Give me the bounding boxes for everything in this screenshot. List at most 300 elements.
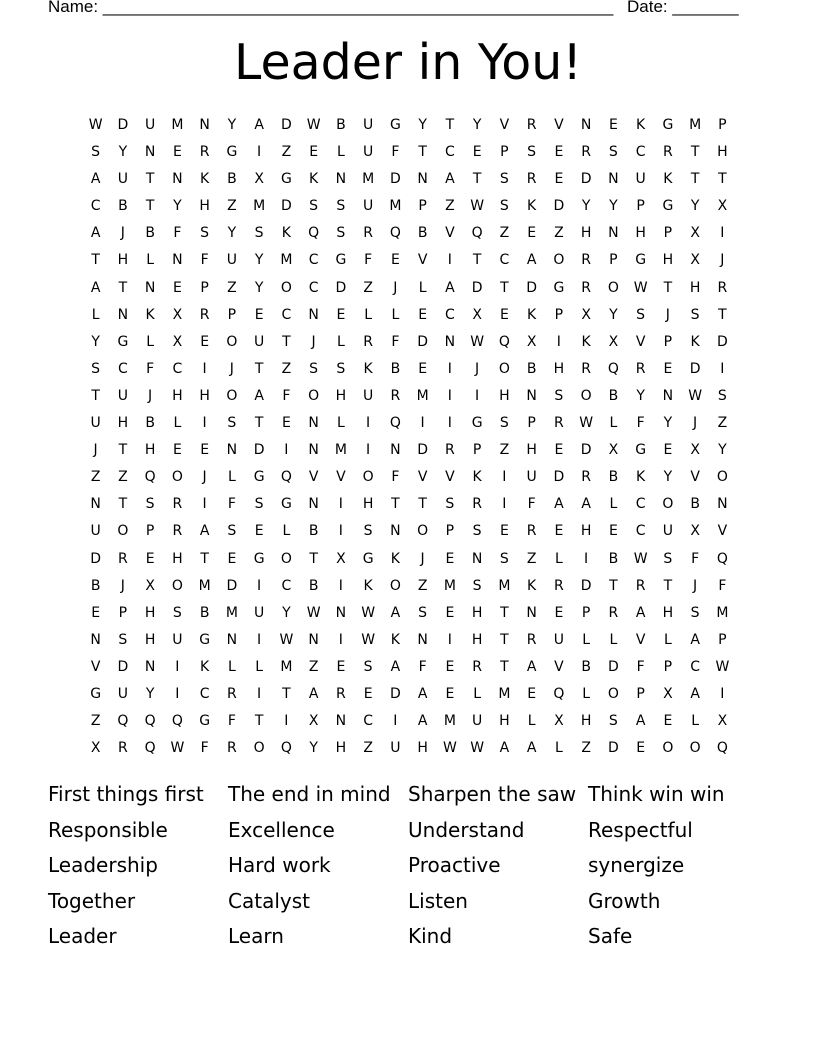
grid-letter: F	[391, 144, 400, 161]
grid-letter: S	[336, 225, 346, 242]
grid-letter: R	[663, 144, 673, 161]
grid-letter: H	[580, 523, 592, 540]
grid-letter: C	[499, 252, 510, 269]
grid-letter: G	[226, 144, 238, 161]
grid-letter: N	[717, 496, 728, 513]
grid-letter: L	[418, 279, 427, 296]
grid-letter: R	[526, 631, 537, 648]
grid-letter: L	[582, 685, 591, 702]
word-list-item: The end in mind	[228, 782, 391, 806]
grid-letter: M	[280, 252, 293, 269]
grid-letter: Z	[499, 225, 510, 242]
grid-letter: M	[498, 577, 511, 594]
grid-letter: Q	[280, 740, 292, 757]
grid-letter: L	[609, 415, 618, 432]
grid-letter: K	[527, 198, 537, 215]
word-list-item: Growth	[588, 888, 661, 913]
grid-letter: L	[146, 333, 155, 350]
grid-letter: W	[361, 631, 376, 648]
grid-letter: T	[282, 333, 291, 350]
grid-letter: D	[471, 279, 483, 296]
grid-letter: Q	[716, 550, 728, 567]
grid-letter: T	[118, 442, 128, 459]
grid-letter: G	[662, 117, 674, 133]
grid-letter: I	[475, 387, 480, 404]
grid-letter: F	[173, 225, 182, 242]
grid-letter: Y	[91, 333, 100, 350]
grid-letter: C	[635, 496, 646, 513]
grid-letter: S	[309, 198, 319, 215]
grid-letter: N	[471, 550, 483, 567]
grid-letter: E	[445, 604, 455, 621]
grid-letter: L	[554, 550, 563, 567]
grid-letter: R	[172, 523, 183, 540]
grid-letter: N	[608, 171, 619, 188]
grid-letter: S	[472, 523, 482, 540]
grid-letter: L	[527, 713, 536, 730]
grid-letter: S	[527, 144, 537, 161]
grid-letter: T	[663, 577, 673, 594]
grid-letter: H	[144, 604, 156, 621]
grid-letter: R	[635, 360, 646, 377]
grid-letter: U	[90, 415, 101, 432]
word-list-item: Together	[48, 888, 136, 913]
grid-letter: Y	[581, 198, 591, 215]
grid-letter: Y	[609, 198, 618, 215]
grid-letter: D	[417, 442, 429, 459]
grid-letter: F	[636, 658, 645, 675]
grid-letter: D	[389, 685, 401, 702]
word-list-item: Proactive	[408, 853, 501, 877]
grid-letter: M	[416, 387, 429, 404]
grid-letter: R	[526, 523, 537, 540]
grid-letter: T	[254, 415, 264, 432]
grid-letter: A	[199, 523, 210, 540]
word-list-item: Catalyst	[228, 888, 310, 913]
grid-letter: S	[254, 225, 264, 242]
grid-letter: O	[607, 685, 619, 702]
grid-letter: N	[390, 442, 401, 459]
grid-letter: T	[500, 658, 509, 675]
grid-letter: A	[308, 685, 319, 702]
grid-letter: R	[472, 496, 482, 513]
grid-letter: S	[91, 144, 101, 161]
grid-letter: E	[527, 225, 537, 242]
grid-letter: R	[472, 658, 482, 675]
grid-letter: I	[175, 685, 180, 702]
grid-letter: G	[635, 252, 647, 269]
word-list-item: First things first	[48, 782, 204, 806]
grid-letter: N	[580, 117, 592, 133]
grid-letter: J	[475, 360, 480, 377]
grid-letter: F	[200, 252, 209, 269]
grid-letter: U	[117, 685, 128, 702]
grid-letter: A	[635, 713, 646, 730]
grid-letter: S	[145, 496, 155, 513]
grid-letter: X	[145, 577, 155, 594]
grid-letter: H	[635, 225, 646, 242]
grid-letter: M	[498, 685, 511, 702]
grid-letter: L	[91, 306, 100, 323]
grid-letter: K	[363, 577, 373, 594]
grid-letter: Z	[581, 740, 591, 757]
grid-letter: E	[145, 550, 155, 567]
grid-letter: A	[445, 279, 455, 296]
grid-letter: S	[336, 360, 346, 377]
grid-letter: S	[608, 713, 618, 730]
grid-letter: E	[309, 144, 319, 161]
grid-letter: V	[308, 469, 319, 486]
grid-letter: S	[663, 550, 673, 567]
grid-letter: B	[581, 658, 591, 675]
grid-letter: C	[117, 360, 128, 377]
grid-letter: P	[145, 523, 155, 540]
grid-letter: E	[200, 442, 210, 459]
grid-letter: K	[663, 171, 673, 188]
grid-letter: L	[227, 658, 236, 675]
grid-letter: T	[118, 279, 128, 296]
grid-letter: D	[716, 333, 728, 350]
grid-letter: S	[499, 171, 509, 188]
grid-letter: X	[254, 171, 264, 188]
grid-letter: F	[227, 496, 236, 513]
grid-letter: W	[88, 117, 103, 133]
name-field: Name: ______________________________________________________	[48, 0, 614, 16]
grid-letter: X	[472, 306, 482, 323]
grid-letter: I	[447, 415, 452, 432]
grid-letter: D	[689, 360, 701, 377]
grid-letter: Q	[716, 740, 728, 757]
grid-letter: X	[554, 713, 564, 730]
word-list-item: Think win win	[588, 782, 725, 806]
grid-letter: X	[717, 198, 728, 215]
grid-letter: B	[90, 577, 101, 594]
word-list-item: Leadership	[48, 853, 158, 877]
grid-letter: D	[90, 550, 102, 567]
grid-letter: R	[635, 577, 646, 594]
grid-letter: H	[335, 387, 347, 404]
grid-letter: P	[636, 198, 645, 215]
grid-letter: U	[635, 171, 646, 188]
grid-letter: H	[471, 604, 483, 621]
grid-letter: S	[608, 144, 618, 161]
grid-letter: M	[389, 198, 402, 215]
grid-letter: K	[309, 171, 319, 188]
grid-letter: A	[690, 685, 700, 702]
grid-letter: T	[690, 171, 700, 188]
grid-letter: C	[308, 279, 319, 296]
grid-letter: C	[308, 252, 319, 269]
grid-letter: I	[366, 415, 371, 432]
grid-letter: N	[308, 631, 319, 648]
grid-letter: S	[445, 496, 455, 513]
grid-letter: E	[254, 523, 264, 540]
grid-letter: N	[117, 306, 129, 323]
grid-letter: D	[280, 198, 292, 215]
grid-letter: E	[554, 523, 564, 540]
grid-letter: A	[390, 658, 401, 675]
grid-letter: M	[334, 442, 347, 459]
grid-letter: P	[118, 604, 128, 621]
grid-letter: C	[363, 713, 374, 730]
grid-letter: L	[336, 415, 345, 432]
grid-letter: H	[499, 713, 510, 730]
grid-letter: L	[146, 252, 155, 269]
grid-letter: B	[118, 198, 128, 215]
grid-letter: A	[499, 740, 510, 757]
grid-letter: O	[226, 387, 238, 404]
grid-letter: L	[691, 713, 700, 730]
grid-letter: E	[608, 523, 618, 540]
grid-letter: T	[309, 550, 318, 567]
grid-letter: M	[253, 198, 266, 215]
grid-letter: T	[690, 144, 700, 161]
grid-letter: T	[445, 117, 455, 133]
grid-letter: O	[253, 740, 265, 757]
grid-letter: Z	[281, 360, 292, 377]
grid-letter: T	[91, 387, 100, 404]
grid-letter: R	[581, 360, 591, 377]
grid-letter: A	[554, 496, 564, 513]
grid-letter: D	[280, 117, 292, 133]
grid-letter: Q	[280, 469, 292, 486]
grid-letter: E	[527, 685, 537, 702]
grid-letter: V	[445, 225, 455, 242]
grid-letter: D	[580, 171, 592, 188]
grid-letter: A	[417, 713, 428, 730]
grid-letter: K	[690, 333, 700, 350]
grid-letter: E	[663, 360, 673, 377]
grid-letter: Y	[718, 442, 727, 459]
grid-letter: G	[90, 685, 102, 702]
grid-letter: I	[338, 496, 343, 513]
grid-letter: N	[390, 523, 401, 540]
grid-letter: M	[362, 171, 375, 188]
grid-letter: N	[662, 387, 674, 404]
grid-letter: F	[718, 577, 727, 594]
grid-letter: J	[148, 387, 153, 404]
grid-letter: I	[338, 523, 343, 540]
grid-letter: H	[417, 740, 428, 757]
grid-letter: R	[227, 740, 237, 757]
grid-letter: S	[499, 198, 509, 215]
grid-letter: P	[554, 306, 564, 323]
grid-letter: Q	[171, 713, 183, 730]
grid-letter: N	[417, 631, 428, 648]
grid-letter: E	[499, 306, 509, 323]
grid-letter: U	[117, 171, 128, 188]
grid-letter: Q	[144, 469, 156, 486]
grid-letter: X	[336, 550, 346, 567]
grid-letter: F	[636, 415, 645, 432]
grid-letter: P	[472, 442, 482, 459]
grid-letter: P	[527, 415, 536, 432]
grid-letter: V	[635, 333, 646, 350]
grid-letter: I	[338, 631, 343, 648]
grid-letter: S	[418, 604, 428, 621]
grid-letter: T	[500, 631, 509, 648]
grid-letter: B	[608, 469, 619, 486]
grid-letter: D	[580, 577, 592, 594]
grid-letter: Q	[117, 713, 129, 730]
grid-letter: Z	[363, 740, 373, 757]
grid-letter: T	[118, 496, 128, 513]
grid-letter: I	[447, 360, 452, 377]
grid-letter: R	[172, 496, 183, 513]
grid-letter: E	[91, 604, 101, 621]
grid-letter: L	[609, 631, 618, 648]
grid-letter: K	[581, 333, 591, 350]
grid-letter: U	[472, 713, 483, 730]
grid-letter: L	[173, 415, 182, 432]
grid-letter: I	[202, 415, 207, 432]
grid-letter: O	[280, 550, 292, 567]
grid-letter: X	[717, 713, 728, 730]
grid-letter: O	[716, 469, 728, 486]
grid-letter: D	[526, 279, 538, 296]
grid-letter: H	[471, 631, 483, 648]
grid-letter: L	[609, 496, 618, 513]
grid-letter: E	[608, 117, 618, 133]
grid-letter: H	[499, 387, 510, 404]
grid-letter: U	[526, 469, 537, 486]
grid-letter: N	[172, 252, 183, 269]
grid-letter: B	[526, 360, 537, 377]
grid-letter: W	[688, 387, 703, 404]
grid-letter: U	[254, 333, 265, 350]
grid-letter: Y	[254, 279, 264, 296]
grid-letter: P	[663, 658, 673, 675]
grid-letter: N	[308, 306, 319, 323]
grid-letter: H	[117, 415, 129, 432]
grid-letter: Q	[471, 225, 483, 242]
grid-letter: Z	[717, 415, 728, 432]
word-list-item: Excellence	[228, 817, 335, 842]
grid-letter: U	[363, 198, 374, 215]
grid-letter: G	[253, 469, 265, 486]
grid-letter: Q	[498, 333, 510, 350]
grid-letter: T	[200, 550, 209, 567]
grid-letter: N	[172, 171, 183, 188]
grid-letter: L	[255, 658, 264, 675]
grid-letter: R	[390, 387, 401, 404]
grid-letter: O	[226, 333, 238, 350]
grid-letter: R	[608, 604, 619, 621]
grid-letter: G	[280, 171, 292, 188]
grid-letter: X	[690, 225, 700, 242]
grid-letter: R	[336, 685, 346, 702]
grid-letter: T	[282, 685, 291, 702]
grid-letter: L	[336, 333, 345, 350]
grid-letter: I	[447, 387, 452, 404]
grid-letter: N	[608, 225, 619, 242]
grid-letter: D	[553, 469, 565, 486]
word-list-item: Understand	[408, 817, 525, 842]
grid-letter: E	[172, 279, 182, 296]
grid-letter: G	[471, 415, 483, 432]
grid-letter: N	[144, 658, 156, 675]
grid-letter: K	[472, 469, 482, 486]
grid-letter: J	[202, 469, 207, 486]
grid-letter: Q	[389, 225, 401, 242]
grid-letter: F	[391, 333, 400, 350]
grid-letter: Y	[282, 604, 291, 621]
grid-letter: I	[556, 333, 561, 350]
grid-letter: F	[200, 740, 209, 757]
grid-letter: J	[120, 225, 125, 242]
grid-letter: E	[336, 306, 346, 323]
grid-letter: Y	[118, 144, 128, 161]
grid-letter: V	[445, 469, 455, 486]
grid-letter: T	[254, 713, 264, 730]
grid-letter: T	[145, 198, 155, 215]
grid-letter: B	[690, 496, 700, 513]
grid-letter: H	[199, 387, 210, 404]
grid-letter: O	[362, 469, 374, 486]
grid-letter: S	[227, 523, 237, 540]
grid-letter: W	[279, 631, 294, 648]
grid-letter: G	[662, 198, 674, 215]
grid-letter: R	[445, 442, 455, 459]
word-list-item: synergize	[588, 853, 685, 877]
grid-letter: P	[663, 225, 673, 242]
grid-letter: Y	[663, 469, 673, 486]
word-list	[48, 778, 768, 956]
grid-letter: H	[144, 442, 156, 459]
grid-letter: V	[417, 469, 428, 486]
grid-letter: P	[200, 279, 209, 296]
grid-letter: Y	[663, 415, 673, 432]
grid-letter: A	[690, 631, 700, 648]
grid-letter: Z	[308, 658, 319, 675]
grid-letter: I	[284, 442, 289, 459]
grid-letter: Q	[389, 415, 401, 432]
grid-letter: S	[118, 631, 128, 648]
grid-letter: N	[417, 171, 428, 188]
grid-letter: Y	[418, 117, 427, 133]
grid-letter: J	[93, 442, 98, 459]
grid-letter: T	[391, 496, 400, 513]
grid-letter: E	[663, 442, 673, 459]
grid-letter: J	[120, 577, 125, 594]
grid-letter: D	[253, 442, 265, 459]
grid-letter: X	[608, 442, 619, 459]
grid-letter: I	[202, 360, 207, 377]
grid-letter: P	[636, 685, 645, 702]
grid-letter: I	[720, 685, 725, 702]
grid-letter: G	[389, 117, 401, 133]
grid-letter: N	[90, 631, 101, 648]
grid-letter: D	[417, 333, 429, 350]
grid-letter: G	[253, 550, 265, 567]
grid-letter: F	[364, 252, 373, 269]
grid-letter: H	[172, 550, 183, 567]
grid-letter: K	[527, 306, 537, 323]
grid-letter: Y	[472, 117, 482, 133]
grid-letter: E	[554, 171, 564, 188]
grid-letter: U	[117, 387, 128, 404]
grid-letter: J	[720, 252, 725, 269]
grid-letter: S	[690, 306, 700, 323]
grid-letter: B	[199, 604, 210, 621]
grid-letter: A	[254, 387, 264, 404]
grid-letter: D	[335, 279, 347, 296]
header-line	[48, 0, 739, 17]
grid-letter: U	[363, 144, 374, 161]
grid-letter: X	[690, 442, 700, 459]
grid-letter: E	[554, 442, 564, 459]
grid-letter: D	[117, 658, 129, 675]
